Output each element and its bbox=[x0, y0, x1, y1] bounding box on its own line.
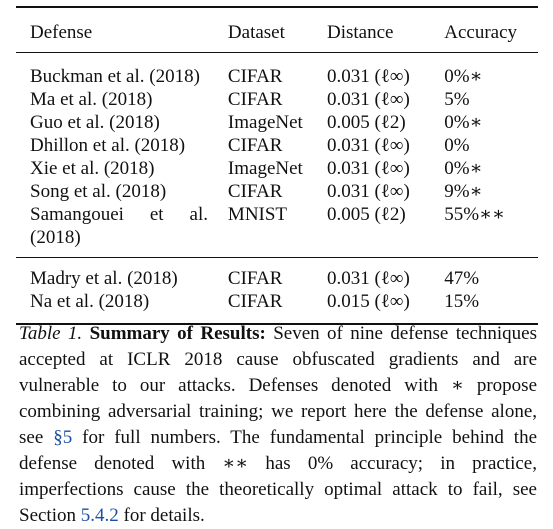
caption-label: Table 1. bbox=[19, 323, 83, 344]
cell-accuracy: 47% bbox=[444, 268, 480, 289]
cell-defense-line1: Samangouei et al. bbox=[30, 204, 208, 225]
cell-accuracy: 0% bbox=[444, 135, 470, 156]
header-dataset: Dataset bbox=[227, 22, 285, 43]
cell-accuracy: 55%∗∗ bbox=[444, 204, 505, 225]
table-row bbox=[16, 134, 538, 157]
table-row bbox=[16, 290, 538, 324]
cell-accuracy: 0%∗ bbox=[444, 66, 483, 87]
cell-defense: Ma et al. (2018) bbox=[30, 89, 153, 110]
cell-distance: 0.031 (ℓ∞) bbox=[326, 135, 410, 156]
table-row bbox=[16, 203, 538, 258]
cell-distance: 0.031 (ℓ∞) bbox=[326, 158, 410, 179]
cell-dataset: CIFAR bbox=[227, 135, 283, 156]
cell-dataset: ImageNet bbox=[227, 158, 303, 179]
table-row bbox=[16, 111, 538, 134]
cell-dataset: CIFAR bbox=[227, 66, 283, 87]
cell-distance: 0.015 (ℓ∞) bbox=[326, 291, 410, 312]
table-row bbox=[16, 180, 538, 203]
cell-dataset: CIFAR bbox=[227, 89, 283, 110]
caption-text-c: for details. bbox=[118, 505, 205, 526]
table-header-row bbox=[16, 7, 538, 53]
header-distance: Distance bbox=[326, 22, 394, 43]
cell-distance: 0.031 (ℓ∞) bbox=[326, 66, 410, 87]
cell-defense bbox=[16, 203, 228, 258]
cell-accuracy: 0%∗ bbox=[444, 158, 483, 179]
cell-accuracy: 5% bbox=[444, 89, 470, 110]
header-accuracy: Accuracy bbox=[444, 22, 518, 43]
cell-distance: 0.031 (ℓ∞) bbox=[326, 181, 410, 202]
header-defense: Defense bbox=[30, 22, 93, 43]
table-row bbox=[16, 53, 538, 89]
cell-accuracy: 9%∗ bbox=[444, 181, 483, 202]
cell-defense: Madry et al. (2018) bbox=[30, 268, 178, 289]
cell-defense: Xie et al. (2018) bbox=[30, 158, 155, 179]
cell-dataset: ImageNet bbox=[227, 112, 303, 133]
cell-distance: 0.031 (ℓ∞) bbox=[326, 89, 410, 110]
cell-defense: Guo et al. (2018) bbox=[30, 112, 160, 133]
cell-defense: Song et al. (2018) bbox=[30, 181, 167, 202]
cell-defense: Buckman et al. (2018) bbox=[30, 66, 200, 87]
caption-text-b: for full numbers. The fundamental principle behind the defense denoted with ∗∗ has 0% accuracy; in practice, imperfections cause the theoretically optimal attack to fail, see Section bbox=[19, 427, 537, 526]
cell-distance: 0.005 (ℓ2) bbox=[326, 204, 406, 225]
cell-accuracy: 15% bbox=[444, 291, 480, 312]
caption-title: Summary of Results: bbox=[89, 323, 266, 344]
section-link[interactable]: §5 bbox=[53, 427, 73, 448]
cell-defense: Na et al. (2018) bbox=[30, 291, 150, 312]
subsection-link[interactable]: 5.4.2 bbox=[80, 505, 119, 526]
cell-distance: 0.005 (ℓ2) bbox=[326, 112, 406, 133]
table-row bbox=[16, 88, 538, 111]
table-row bbox=[16, 157, 538, 180]
results-table bbox=[16, 6, 538, 325]
table-row bbox=[16, 258, 538, 291]
cell-distance: 0.031 (ℓ∞) bbox=[326, 268, 410, 289]
cell-dataset: MNIST bbox=[227, 204, 288, 225]
results-table-figure bbox=[16, 6, 538, 325]
cell-defense-line2: (2018) bbox=[30, 227, 81, 248]
cell-defense: Dhillon et al. (2018) bbox=[30, 135, 186, 156]
cell-dataset: CIFAR bbox=[227, 268, 283, 289]
cell-defense-wrapped bbox=[30, 203, 208, 249]
cell-dataset: CIFAR bbox=[227, 181, 283, 202]
caption-text-a: Seven of nine defense techniques accepted at ICLR 2018 cause obfuscated gradients and are vulnerable to our attacks. Defenses denoted with ∗ propose combining adversarial training; we report here the defense alone, see bbox=[19, 323, 537, 448]
cell-accuracy: 0%∗ bbox=[444, 112, 483, 133]
cell-dataset: CIFAR bbox=[227, 291, 283, 312]
table-caption bbox=[19, 321, 537, 529]
